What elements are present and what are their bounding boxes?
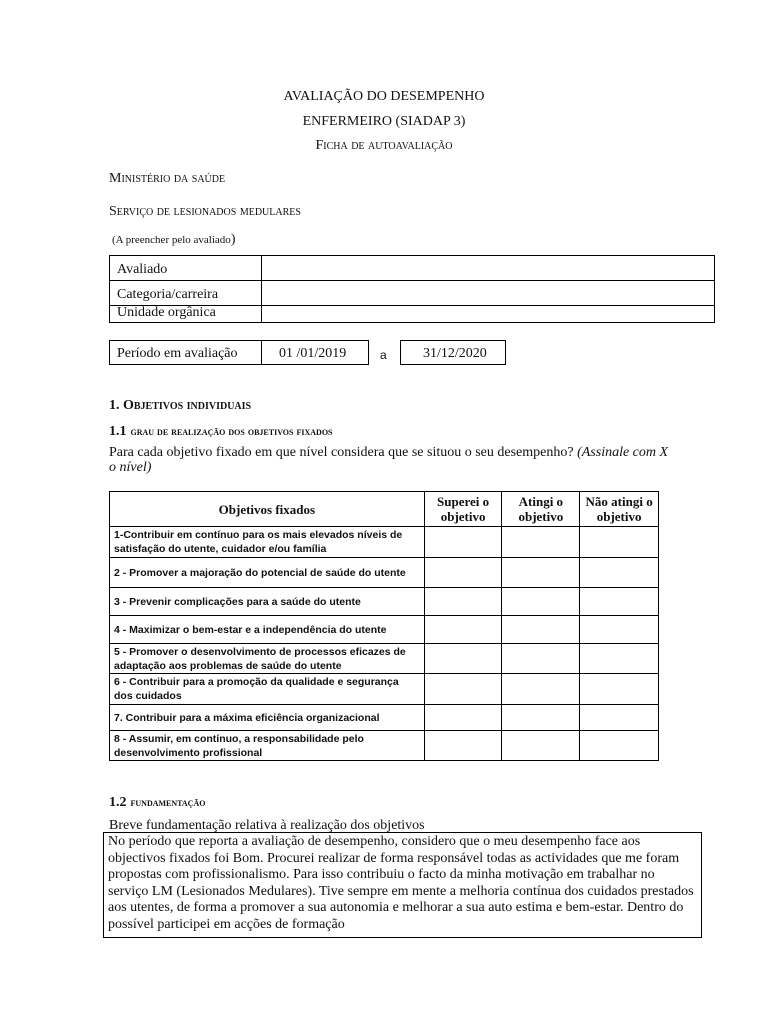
category-label: Categoria/carreira — [117, 287, 219, 302]
objective-text: 8 - Assumir, em contínuo, a responsabilidade pelo desenvolvimento profissional — [110, 731, 425, 761]
objective-text: 4 - Maximizar o bem-estar e a independência do utente — [110, 616, 425, 644]
objective-text: 2 - Promover a majoração do potencial de saúde do utente — [110, 558, 425, 588]
header-exceeded: Superei o objetivo — [424, 492, 502, 527]
mark-cell-achieved[interactable] — [502, 644, 580, 674]
fill-note-paren: ) — [230, 232, 236, 247]
mark-cell-not-achieved[interactable] — [580, 705, 659, 731]
section-1-2-heading — [109, 793, 205, 811]
mark-cell-achieved[interactable] — [502, 527, 580, 558]
table-row — [110, 558, 659, 588]
fill-note — [112, 232, 235, 248]
instruction-italic-note: (Assinale com X o nível) — [109, 445, 669, 475]
section-1-heading — [109, 398, 251, 414]
mark-cell-not-achieved[interactable] — [580, 616, 659, 644]
header-achieved: Atingi o objetivo — [502, 492, 580, 527]
document-subtitle: ENFERMEIRO (SIADAP 3) — [302, 114, 466, 129]
mark-cell-not-achieved[interactable] — [580, 674, 659, 705]
mark-cell-achieved[interactable] — [502, 616, 580, 644]
section-1-1-number: 1.1 — [109, 424, 127, 439]
identification-divider — [109, 280, 715, 281]
table-row — [110, 731, 659, 761]
mark-cell-achieved[interactable] — [502, 705, 580, 731]
section-1-number: 1. — [109, 398, 120, 413]
evaluated-field[interactable] — [266, 262, 710, 280]
section-1-1-title: grau de realização dos objetivos fixados — [130, 424, 333, 438]
service-name: Serviço de lesionados medulares — [109, 204, 301, 219]
period-label: Período em avaliação — [117, 346, 238, 361]
mark-cell-achieved[interactable] — [502, 731, 580, 761]
unit-label: Unidade orgânica — [117, 305, 216, 320]
section-1-2-title: fundamentação — [130, 795, 206, 809]
table-row — [110, 616, 659, 644]
period-start-value: 01 /01/2019 — [279, 346, 347, 361]
justification-intro: Breve fundamentação relativa à realização dos objetivos — [109, 818, 425, 833]
period-separator: a — [380, 348, 387, 362]
header-objectives: Objetivos fixados — [110, 492, 425, 527]
identification-column-divider — [261, 255, 262, 323]
mark-cell-not-achieved[interactable] — [580, 588, 659, 616]
table-row — [110, 644, 659, 674]
table-row — [110, 705, 659, 731]
mark-cell-exceeded[interactable] — [424, 644, 502, 674]
mark-cell-not-achieved[interactable] — [580, 558, 659, 588]
mark-cell-not-achieved[interactable] — [580, 731, 659, 761]
ministry-name: Ministério da saúde — [109, 171, 226, 186]
mark-cell-exceeded[interactable] — [424, 558, 502, 588]
period-end-value: 31/12/2020 — [423, 346, 487, 361]
form-name: Ficha de autoavaliação — [315, 138, 453, 153]
objective-text: 3 - Prevenir complicações para a saúde do utente — [110, 588, 425, 616]
objective-text: 7. Contribuir para a máxima eficiência organizacional — [110, 705, 425, 731]
category-field[interactable] — [266, 287, 710, 304]
header-not-achieved: Não atingi o objetivo — [580, 492, 659, 527]
document-title: AVALIAÇÃO DO DESEMPENHO — [283, 89, 485, 104]
mark-cell-achieved[interactable] — [502, 588, 580, 616]
mark-cell-exceeded[interactable] — [424, 616, 502, 644]
evaluated-label: Avaliado — [117, 262, 168, 277]
mark-cell-exceeded[interactable] — [424, 731, 502, 761]
mark-cell-not-achieved[interactable] — [580, 527, 659, 558]
mark-cell-exceeded[interactable] — [424, 527, 502, 558]
section-1-instruction — [109, 445, 669, 475]
mark-cell-not-achieved[interactable] — [580, 644, 659, 674]
objective-text: 5 - Promover o desenvolvimento de processos eficazes de adaptação aos problemas de saúde do utente — [110, 644, 425, 674]
mark-cell-exceeded[interactable] — [424, 674, 502, 705]
mark-cell-exceeded[interactable] — [424, 705, 502, 731]
objectives-table — [109, 491, 659, 761]
objective-text: 6 - Contribuir para a promoção da qualidade e segurança dos cuidados — [110, 674, 425, 705]
justification-textbox[interactable]: No período que reporta a avaliação de desempenho, considero que o meu desempenho face aos objectivos fixados foi Bom. Procurei realizar de forma responsável todas as actividades que me foram propostas com profissionalismo. Para isso contribuiu o facto da minha motivação em trabalhar no serviço LM (Lesionados Medulares). Tive sempre em mente a melhoria contínua dos cuidados prestados aos utentes, de forma a promover a sua autonomia e melhorar a sua auto estima e bem-estar. Dentro do possível participei em acções de formação — [103, 832, 702, 938]
table-row — [110, 588, 659, 616]
table-row — [110, 527, 659, 558]
mark-cell-achieved[interactable] — [502, 674, 580, 705]
section-1-1-heading — [109, 422, 332, 440]
section-1-title: Objetivos individuais — [123, 398, 252, 413]
mark-cell-exceeded[interactable] — [424, 588, 502, 616]
objectives-table-header — [110, 492, 659, 527]
unit-field[interactable] — [266, 305, 710, 321]
section-1-2-number: 1.2 — [109, 795, 127, 810]
mark-cell-achieved[interactable] — [502, 558, 580, 588]
fill-note-text: (A preencher pelo avaliado — [112, 234, 231, 246]
objective-text: 1-Contribuir em contínuo para os mais elevados níveis de satisfação do utente, cuidador e/ou família — [110, 527, 425, 558]
instruction-text: Para cada objetivo fixado em que nível considera que se situou o seu desempenho? — [109, 445, 574, 460]
table-row — [110, 674, 659, 705]
